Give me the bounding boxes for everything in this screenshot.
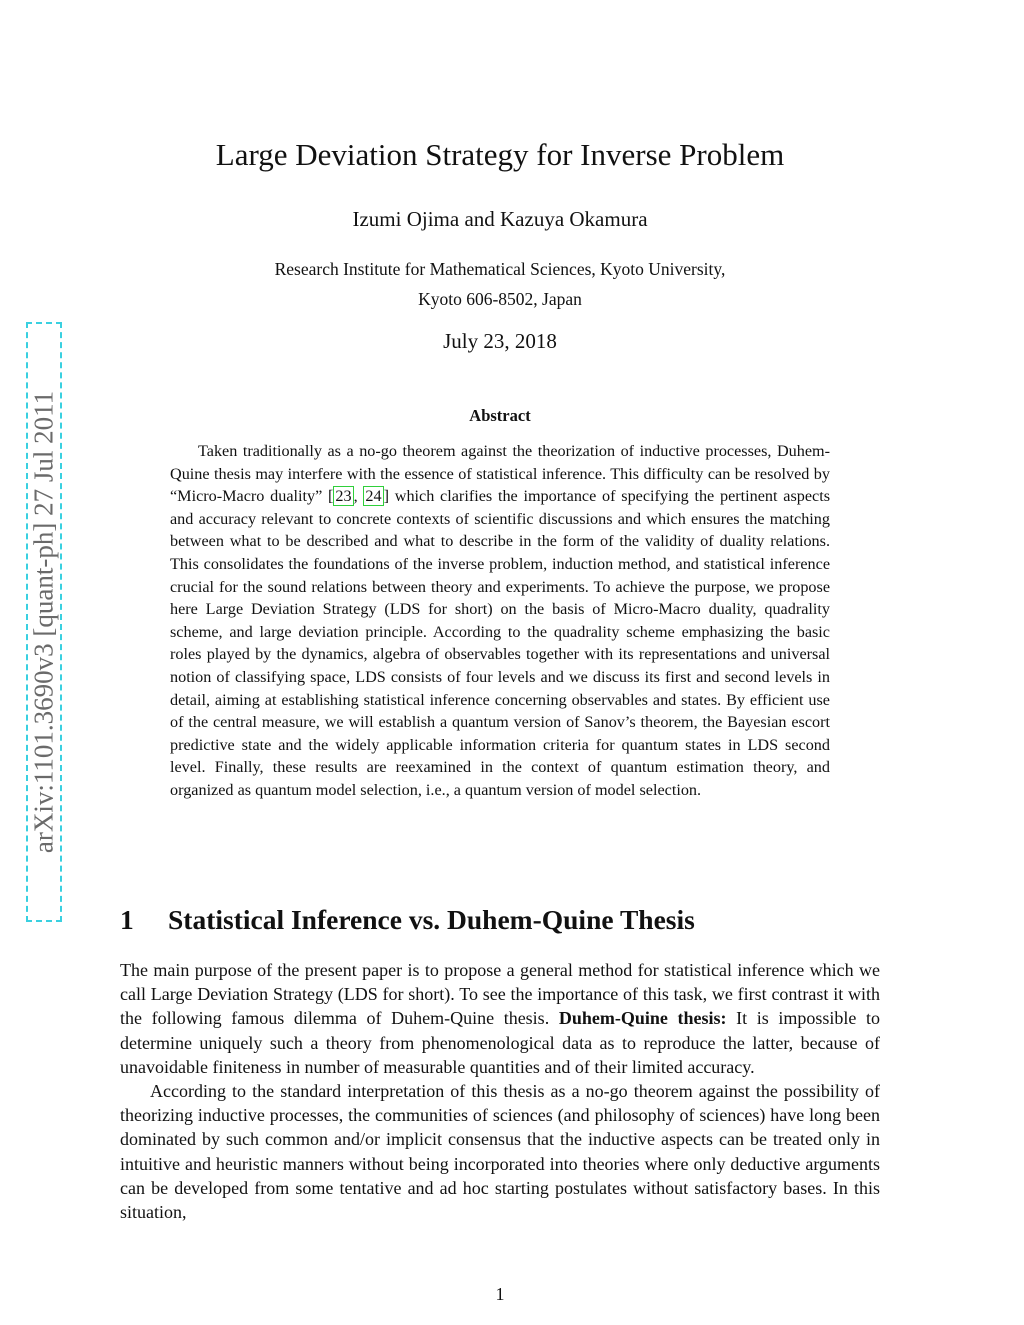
abstract-body xyxy=(170,440,830,802)
affiliation-line-2: Kyoto 606-8502, Japan xyxy=(418,289,582,309)
page-number: 1 xyxy=(495,1284,505,1304)
paragraph-1 xyxy=(120,958,880,1079)
abstract-text-before-cite: Taken traditionally as a no-go theorem against the theorization of inductive processes, Duhem-Quine thesis may interfere with the essence of statistical inference. This difficulty can be resolved by “Micro-Macro duality” [ xyxy=(170,442,830,506)
citation-link-24[interactable]: 24 xyxy=(365,487,382,506)
citation-separator: , xyxy=(353,487,364,506)
section-heading xyxy=(120,904,695,936)
paragraph-2: According to the standard interpretation of this thesis as a no-go theorem against the possibility of theorizing inductive processes, the communities of sciences (and philosophy of sciences) have long been dominated by such common and/or implicit consensus that the inductive aspects can be treated only in intuitive and heuristic manners without being incorporated into theories where only deductive arguments can be developed from some tentative and ad hoc starting postulates without satisfactory bases. In this situation, xyxy=(120,1081,880,1223)
affiliation xyxy=(0,254,1000,314)
authors: Izumi Ojima and Kazuya Okamura xyxy=(352,207,648,231)
paper-title: Large Deviation Strategy for Inverse Problem xyxy=(215,137,785,172)
citation-link-23[interactable]: 23 xyxy=(335,487,352,506)
section-body xyxy=(120,958,880,1224)
abstract-text-after-cite: ] which clarifies the importance of specifying the pertinent aspects and accuracy relevant to concrete contexts of scientific discussions and which ensures the matching between what to be described and what to describe in the form of the validity of duality relations. This consolidates the foundations of the inverse problem, induction method, and statistical inference crucial for the sound relations between theory and experiments. To achieve the purpose, we propose here Large Deviation Strategy (LDS for short) on the basis of Micro-Macro duality, quadrality scheme, and large deviation principle. According to the quadrality scheme emphasizing the basic roles played by the dynamics, algebra of observables together with its representations and universal notion of classifying space, LDS consists of four levels and we discuss its first and second levels in detail, aiming at establishing statistical inference concerning observables and states. By efficient use of the central measure, we will establish a quantum version of Sanov’s theorem, the Bayesian escort predictive state and the widely applicable information criteria for quantum states in LDS second level. Finally, these results are reexamined in the context of quantum estimation theory, and organized as quantum model selection, i.e., a quantum version of model selection. xyxy=(170,487,831,799)
section-title: Statistical Inference vs. Duhem-Quine Thesis xyxy=(168,904,695,935)
arxiv-identifier[interactable]: arXiv:1101.3690v3 [quant-ph] 27 Jul 2011 xyxy=(28,390,59,854)
paragraph-1-text: The main purpose of the present paper is to propose a general method for statistical inference which we call Large Deviation Strategy (LDS for short). To see the importance of this task, we first contrast it with the following famous dilemma of Duhem-Quine thesis. xyxy=(120,960,880,1029)
affiliation-line-1: Research Institute for Mathematical Sciences, Kyoto University, xyxy=(274,259,726,279)
date: July 23, 2018 xyxy=(443,329,557,353)
section-number: 1 xyxy=(120,904,134,935)
duhem-quine-term: Duhem-Quine thesis: xyxy=(558,1008,727,1029)
duhem-quine-definition: It is impossible to determine uniquely such a theory from phenomenological data as to reproduce the latter, because of unavoidable finiteness in number of measurable quantities and of their limited accuracy. xyxy=(120,1008,880,1077)
abstract-heading: Abstract xyxy=(469,406,531,425)
